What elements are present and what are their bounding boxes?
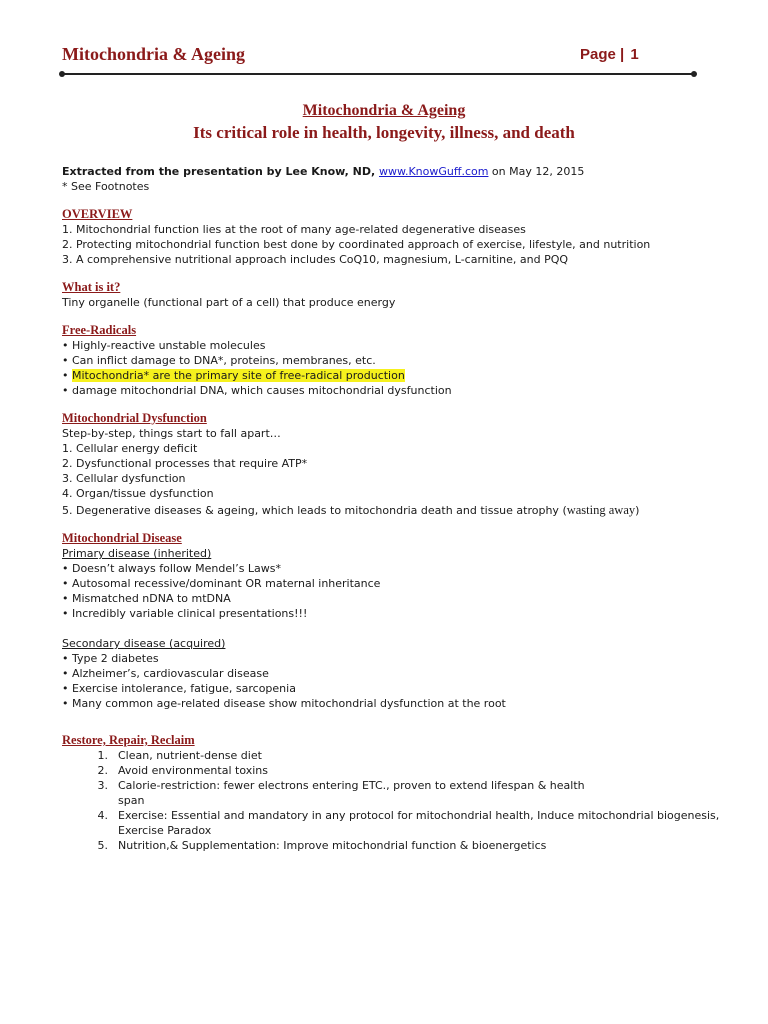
restore-item-text: Nutrition,& Supplementation: Improve mitochondrial function & bioenergetics: [118, 839, 547, 852]
restore-item-number: 3.: [97, 779, 108, 792]
wasting-away-text: wasting away: [566, 503, 636, 517]
restore-item-text: Avoid environmental toxins: [118, 764, 268, 777]
overview-heading: OVERVIEW: [62, 207, 133, 221]
restore-heading: Restore, Repair, Reclaim: [62, 733, 195, 747]
dysfunction-item: 3. Cellular dysfunction: [62, 472, 186, 485]
what-heading: What is it?: [62, 280, 121, 294]
knowguff-link[interactable]: www.KnowGuff.com: [378, 165, 489, 178]
intro-suffix: on May 12, 2015: [488, 165, 585, 178]
free-radicals-item: • Highly-reactive unstable molecules: [62, 339, 266, 352]
restore-item-number: 2.: [97, 764, 108, 777]
document-subtitle: Its critical role in health, longevity, illness, and death: [193, 123, 575, 142]
secondary-disease-item: • Exercise intolerance, fatigue, sarcopenia: [62, 682, 296, 695]
free-radicals-item: • damage mitochondrial DNA, which causes mitochondrial dysfunction: [62, 384, 452, 397]
dysfunction-heading: Mitochondrial Dysfunction: [62, 411, 207, 425]
restore-list: [62, 748, 722, 853]
intro-prefix: Extracted from the presentation by Lee Know, ND,: [62, 165, 379, 178]
bullet: •: [62, 369, 72, 382]
dysfunction-last-prefix: 5. Degenerative diseases & ageing, which leads to mitochondria death and tissue atrophy (: [62, 504, 567, 517]
spacer: [62, 621, 722, 636]
restore-item-number: 4.: [97, 809, 108, 822]
document-title: Mitochondria & Ageing: [302, 102, 466, 119]
primary-disease-item: • Autosomal recessive/dominant OR maternal inheritance: [62, 577, 381, 590]
footnote-note: * See Footnotes: [62, 180, 150, 193]
restore-item-number: 1.: [97, 749, 108, 762]
free-radicals-item: • Can inflict damage to DNA*, proteins, membranes, etc.: [62, 354, 376, 367]
restore-item-text: Calorie-restriction: fewer electrons entering ETC., proven to extend lifespan & health span: [118, 779, 585, 807]
primary-disease-item: • Mismatched nDNA to mtDNA: [62, 592, 231, 605]
dysfunction-last-suffix: ): [635, 504, 640, 517]
free-radicals-heading: Free-Radicals: [62, 323, 137, 337]
secondary-disease-item: • Type 2 diabetes: [62, 652, 159, 665]
restore-item-number: 5.: [97, 839, 108, 852]
document-body: [62, 164, 722, 853]
page-label: Page |: [580, 46, 625, 63]
page-number: 1: [630, 46, 639, 63]
restore-item: [62, 838, 722, 853]
restore-item: [62, 778, 722, 808]
dysfunction-item: 1. Cellular energy deficit: [62, 442, 198, 455]
restore-item-text: Clean, nutrient-dense diet: [118, 749, 262, 762]
restore-item: [62, 763, 722, 778]
overview-item: 3. A comprehensive nutritional approach includes CoQ10, magnesium, L-carnitine, and PQQ: [62, 253, 569, 266]
overview-item: 1. Mitochondrial function lies at the root of many age-related degenerative diseases: [62, 223, 526, 236]
restore-item-text: Exercise: Essential and mandatory in any protocol for mitochondrial health, Induce mitochondrial biogenesis, Exercise Paradox: [118, 809, 720, 837]
primary-disease-item: • Doesn’t always follow Mendel’s Laws*: [62, 562, 282, 575]
primary-disease-label: Primary disease (inherited): [62, 547, 212, 560]
secondary-disease-item: • Many common age-related disease show mitochondrial dysfunction at the root: [62, 697, 506, 710]
dysfunction-lead: Step-by-step, things start to fall apart…: [62, 427, 281, 440]
disease-heading: Mitochondrial Disease: [62, 531, 182, 545]
overview-item: 2. Protecting mitochondrial function best done by coordinated approach of exercise, lifestyle, and nutrition: [62, 238, 651, 251]
highlighted-text: Mitochondria* are the primary site of free-radical production: [72, 369, 405, 382]
intro-line: [62, 164, 722, 179]
dysfunction-item: 2. Dysfunctional processes that require ATP*: [62, 457, 308, 470]
what-text: Tiny organelle (functional part of a cell) that produce energy: [62, 296, 396, 309]
secondary-disease-item: • Alzheimer’s, cardiovascular disease: [62, 667, 269, 680]
secondary-disease-label: Secondary disease (acquired): [62, 637, 226, 650]
free-radicals-item: [62, 368, 722, 383]
header-divider: [62, 73, 694, 75]
page-number-label: [580, 46, 639, 63]
dysfunction-item: [62, 503, 722, 518]
primary-disease-item: • Incredibly variable clinical presentations!!!: [62, 607, 308, 620]
dysfunction-item: 4. Organ/tissue dysfunction: [62, 487, 214, 500]
restore-item: [62, 808, 722, 838]
restore-item: [62, 748, 722, 763]
header-title: Mitochondria & Ageing: [62, 44, 245, 64]
